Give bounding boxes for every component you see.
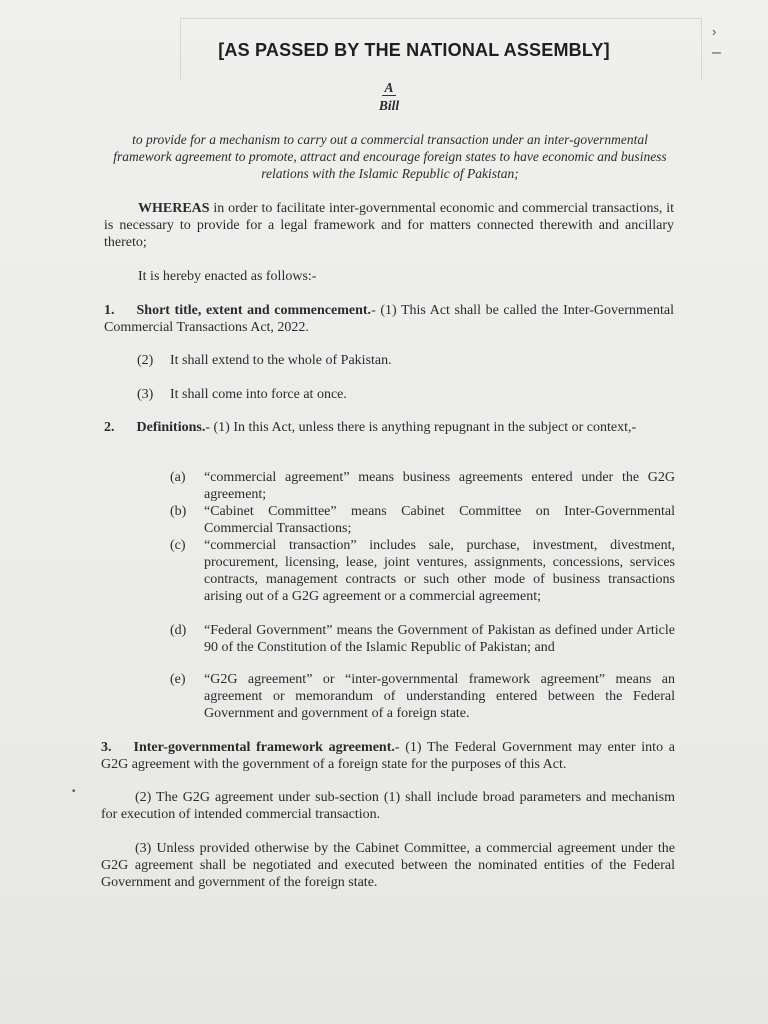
preamble: to provide for a mechanism to carry out a commercial transaction under an inter-governmental framework agreement to promote, attract and encourage foreign states to have economic and business relations with the Islamic Republic of Pakistan; xyxy=(113,132,667,181)
section-1-title: Short title, extent and commencement. xyxy=(136,303,372,318)
section-3-sub-2: (2) The G2G agreement under sub-section (1) shall include broad parameters and mechanism for execution of intended commercial transaction. xyxy=(101,790,675,822)
section-2-number: 2. xyxy=(104,420,115,435)
margin-mark: › xyxy=(712,24,717,39)
definition-d xyxy=(170,622,675,656)
enacting-formula: It is hereby enacted as follows:- xyxy=(138,269,317,284)
margin-dot: • xyxy=(72,786,76,797)
section-3-sub-3: (3) Unless provided otherwise by the Cabinet Committee, a commercial agreement under the G2G agreement shall be negotiated and executed between the nominated entities of the Federal Government and government of the foreign state. xyxy=(101,841,675,890)
a-label: A xyxy=(384,80,394,95)
section-1-sub-2 xyxy=(137,352,677,369)
definition-d-text: “Federal Government” means the Government of Pakistan as defined under Article 90 of the Constitution of the Islamic Republic of Pakistan; and xyxy=(204,623,675,655)
whereas-lead: WHEREAS xyxy=(138,201,210,216)
definition-e xyxy=(170,671,675,722)
definition-b-text: “Cabinet Committee” means Cabinet Committee on Inter-Governmental Commercial Transactions; xyxy=(204,504,675,536)
section-3-number: 3. xyxy=(101,740,112,755)
section-3-text: - (1) The Federal Government may enter into a G2G agreement with the government of a foreign state for the purposes of this Act. xyxy=(101,740,675,772)
section-1-text: - (1) This Act shall be called the Inter-Governmental Commercial Transactions Act, 2022. xyxy=(104,303,674,335)
definition-b xyxy=(170,503,675,537)
definition-d-number: (d) xyxy=(170,623,187,638)
section-1 xyxy=(104,302,674,336)
definition-c xyxy=(170,537,675,605)
section-1-number: 1. xyxy=(104,303,115,318)
definition-a-text: “commercial agreement” means business agreements entered under the G2G agreement; xyxy=(204,470,675,502)
article-label xyxy=(0,80,768,96)
section-1-sub-3 xyxy=(137,386,677,403)
page-header: [AS PASSED BY THE NATIONAL ASSEMBLY] xyxy=(218,40,610,60)
definition-a xyxy=(170,469,675,503)
definition-e-number: (e) xyxy=(170,672,186,687)
sub-3-text: It shall come into force at once. xyxy=(170,387,347,402)
section-2-text: - (1) In this Act, unless there is anything repugnant in the subject or context,- xyxy=(205,420,637,435)
section-3-title: Inter-governmental framework agreement. xyxy=(133,740,395,755)
sub-2-number: (2) xyxy=(137,353,154,368)
definition-c-text: “commercial transaction” includes sale, purchase, investment, divestment, procurement, licensing, lease, joint ventures, assignments, concessions, services contracts, management contracts or such other mode of business transactions arising out of a G2G agreement or a commercial agreement; xyxy=(204,538,675,604)
whereas-clause xyxy=(104,200,674,251)
margin-dash: – xyxy=(712,44,721,61)
sub-2-text: It shall extend to the whole of Pakistan. xyxy=(170,353,392,368)
whereas-text: in order to facilitate inter-governmental economic and commercial transactions, it is necessary to provide for a legal framework and for matters connected therewith and ancillary thereto; xyxy=(104,201,674,250)
section-3 xyxy=(101,739,675,773)
section-2 xyxy=(104,419,674,436)
definition-e-text: “G2G agreement” or “inter-governmental framework agreement” means an agreement or memorandum of understanding entered between the Federal Government and government of a foreign state. xyxy=(204,672,675,721)
definition-a-number: (a) xyxy=(170,470,186,485)
bill-label: Bill xyxy=(378,98,400,113)
definition-b-number: (b) xyxy=(170,504,187,519)
section-2-title: Definitions. xyxy=(136,420,206,435)
definition-c-number: (c) xyxy=(170,538,186,553)
sub-3-number: (3) xyxy=(137,387,154,402)
